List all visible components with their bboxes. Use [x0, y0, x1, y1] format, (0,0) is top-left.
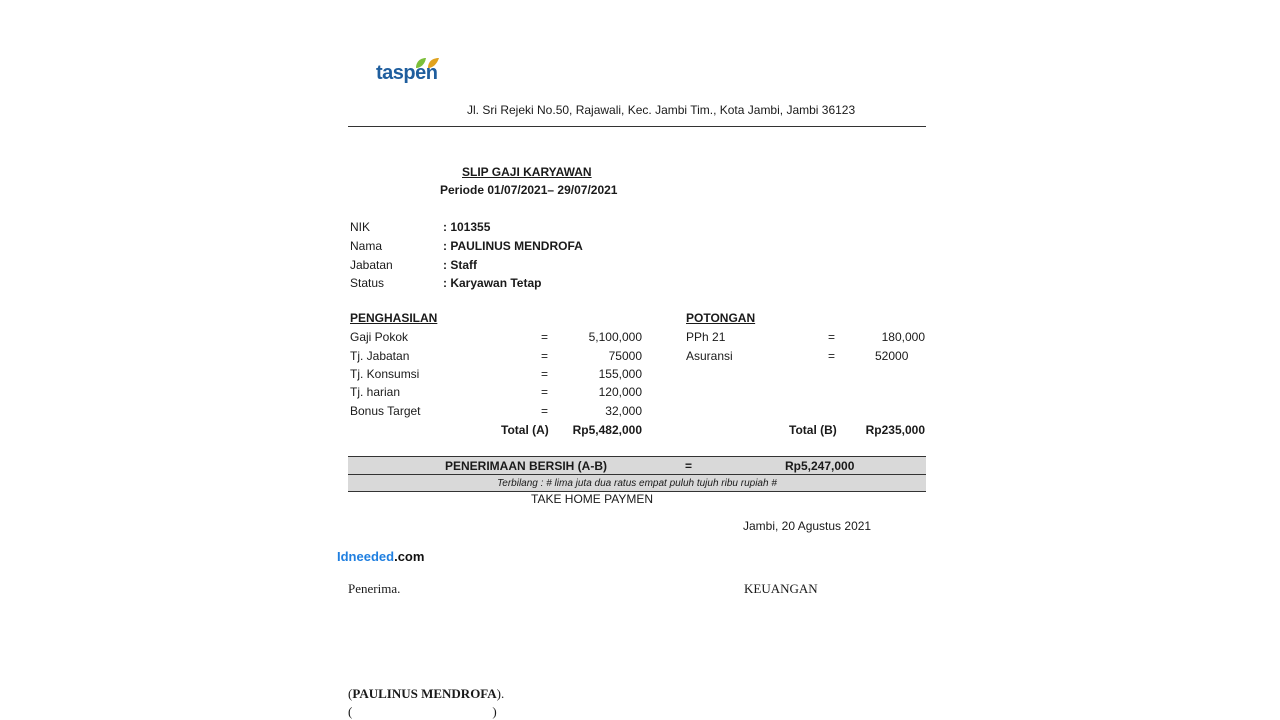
income-total-label: Total (A) — [501, 423, 549, 437]
income-item-label: Gaji Pokok — [350, 330, 409, 344]
income-item-eq: = — [541, 367, 549, 381]
net-pay-eq: = — [685, 459, 693, 473]
paren-open: ( — [348, 686, 353, 701]
watermark-part1: Idneeded — [337, 549, 395, 564]
amount-in-words: Terbilang : # lima juta dua ratus empat puluh tujuh ribu rupiah # — [497, 478, 777, 489]
deductions-heading: POTONGAN — [686, 311, 756, 325]
position-label: Jabatan — [350, 258, 393, 272]
deduction-item-eq: = — [828, 330, 836, 344]
deductions-total-label: Total (B) — [789, 423, 837, 437]
deduction-item-eq: = — [828, 349, 836, 363]
net-pay-mid-rule — [348, 474, 926, 475]
nik-value: : 101355 — [443, 220, 491, 234]
status-value: : Karyawan Tetap — [443, 276, 542, 290]
site-watermark — [337, 549, 424, 564]
income-item-amount: 75000 — [608, 349, 642, 363]
slip-period: Periode 01/07/2021– 29/07/2021 — [440, 183, 618, 197]
recipient-name: PAULINUS MENDROFA — [352, 686, 497, 701]
income-item-amount: 5,100,000 — [588, 330, 642, 344]
net-pay-value: Rp5,247,000 — [785, 459, 855, 473]
net-pay-top-rule — [348, 456, 926, 457]
name-value: : PAULINUS MENDROFA — [443, 239, 583, 253]
nik-label: NIK — [350, 220, 371, 234]
income-item-eq: = — [541, 385, 549, 399]
deduction-item-label: PPh 21 — [686, 330, 726, 344]
position-value: : Staff — [443, 258, 477, 272]
company-address: Jl. Sri Rejeki No.50, Rajawali, Kec. Jambi Tim., Kota Jambi, Jambi 36123 — [467, 103, 856, 117]
income-total-value: Rp5,482,000 — [572, 423, 642, 437]
deductions-total-value: Rp235,000 — [865, 423, 925, 437]
net-pay-label: PENERIMAAN BERSIH (A-B) — [445, 459, 607, 473]
blank-signature-line — [348, 704, 497, 720]
deduction-item-label: Asuransi — [686, 349, 733, 363]
income-item-eq: = — [541, 404, 549, 418]
income-item-label: Bonus Target — [350, 404, 421, 418]
income-item-label: Tj. Jabatan — [350, 349, 410, 363]
income-heading: PENGHASILAN — [350, 311, 438, 325]
status-label: Status — [350, 276, 385, 290]
deduction-item-amount: 52000 — [875, 349, 909, 363]
name-label: Nama — [350, 239, 383, 253]
deduction-item-amount: 180,000 — [881, 330, 925, 344]
slip-title: SLIP GAJI KARYAWAN — [462, 165, 592, 179]
income-item-eq: = — [541, 349, 549, 363]
finance-label: KEUANGAN — [744, 581, 818, 596]
blank-paren-open: ( — [348, 704, 353, 719]
paren-close: ). — [496, 686, 505, 701]
income-item-label: Tj. Konsumsi — [350, 367, 420, 381]
watermark-part2: .com — [394, 549, 425, 564]
recipient-label: Penerima. — [348, 581, 401, 596]
income-item-eq: = — [541, 330, 549, 344]
header-divider — [348, 126, 926, 127]
income-item-label: Tj. harian — [350, 385, 401, 399]
take-home-label: TAKE HOME PAYMEN — [531, 492, 654, 506]
logo-text: taspen — [376, 62, 438, 84]
place-date: Jambi, 20 Agustus 2021 — [743, 519, 872, 533]
income-item-amount: 32,000 — [605, 404, 642, 418]
income-item-amount: 120,000 — [598, 385, 642, 399]
recipient-signature-name — [348, 686, 504, 702]
blank-paren-close: ) — [492, 704, 497, 719]
income-item-amount: 155,000 — [598, 367, 642, 381]
